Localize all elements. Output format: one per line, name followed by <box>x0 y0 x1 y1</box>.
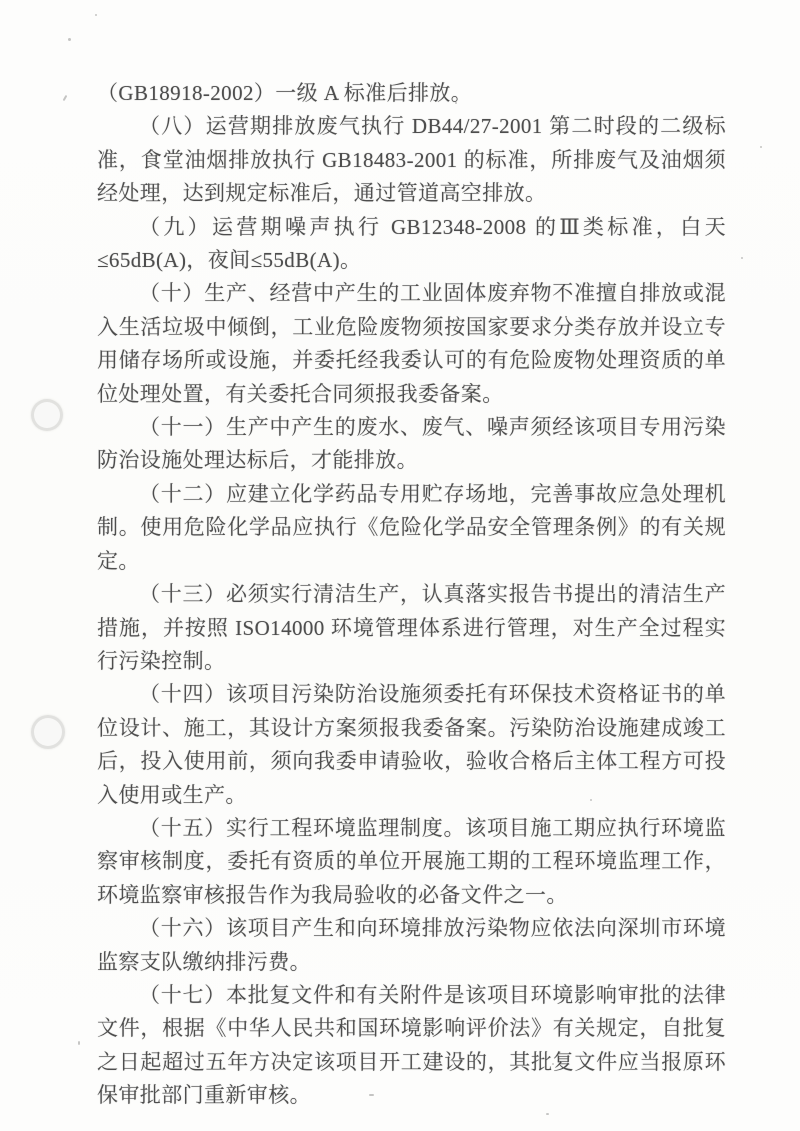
paragraph-item-12: （十二）应建立化学药品专用贮存场地，完善事故应急处理机制。使用危险化学品应执行《危险化学品安全管理条例》的有关规定。 <box>97 481 726 573</box>
paragraph-item-10: （十）生产、经营中产生的工业固体废弃物不准擅自排放或混入生活垃圾中倾倒，工业危险废物须按国家要求分类存放并设立专用储存场所或设施，并委托经我委认可的有危险废物处理资质的单位处理处置，有关委托合同须报我委备案。 <box>97 281 726 406</box>
binding-hole-bottom-icon <box>31 715 65 749</box>
scan-speck <box>63 95 68 101</box>
paragraph-continuation: （GB18918-2002）一级 A 标准后排放。 <box>97 81 473 105</box>
paragraph-item-11: （十一）生产中产生的废水、废气、噪声须经该项目专用污染防治设施处理达标后，才能排放。 <box>97 415 726 473</box>
paragraph-item-8: （八）运营期排放废气执行 DB44/27-2001 第二时段的二级标准，食堂油烟排放执行 GB18483-2001 的标准，所排废气及油烟须经处理，达到规定标准后，通过管道高空排放。 <box>97 114 726 206</box>
scan-speck <box>546 1113 549 1115</box>
scan-speck <box>68 38 71 41</box>
paragraph-item-16: （十六）该项目产生和向环境排放污染物应依法向深圳市环境监察支队缴纳排污费。 <box>97 916 726 974</box>
paragraph-item-17: （十七）本批复文件和有关附件是该项目环境影响审批的法律文件，根据《中华人民共和国环境影响评价法》有关规定，自批复之日起超过五年方决定该项目开工建设的，其批复文件应当报原环保审批部门重新审核。 <box>97 982 726 1108</box>
paragraph-item-13: （十三）必须实行清洁生产，认真落实报告书提出的清洁生产措施，并按照 ISO14000 环境管理体系进行管理，对生产全过程实行污染控制。 <box>97 582 726 673</box>
scan-speck <box>95 14 97 16</box>
document-body <box>97 77 726 1113</box>
scan-speck <box>78 1041 80 1045</box>
paragraph-item-9: （九）运营期噪声执行 GB12348-2008 的Ⅲ类标准，白天≤65dB(A)，夜间≤55dB(A)。 <box>97 214 726 273</box>
paragraph-item-15: （十五）实行工程环境监理制度。该项目施工期应执行环境监察审核制度，委托有资质的单位开展施工期的工程环境监理工作，环境监察审核报告作为我局验收的必备文件之一。 <box>97 815 726 907</box>
scan-speck <box>741 257 743 259</box>
paragraph-item-14: （十四）该项目污染防治设施须委托有环保技术资格证书的单位设计、施工，其设计方案须报我委备案。污染防治设施建成竣工后，投入使用前，须向我委申请验收，验收合格后主体工程方可投入使用或生产。 <box>97 682 726 807</box>
scan-speck <box>760 146 762 148</box>
binding-hole-top-icon <box>31 399 63 431</box>
